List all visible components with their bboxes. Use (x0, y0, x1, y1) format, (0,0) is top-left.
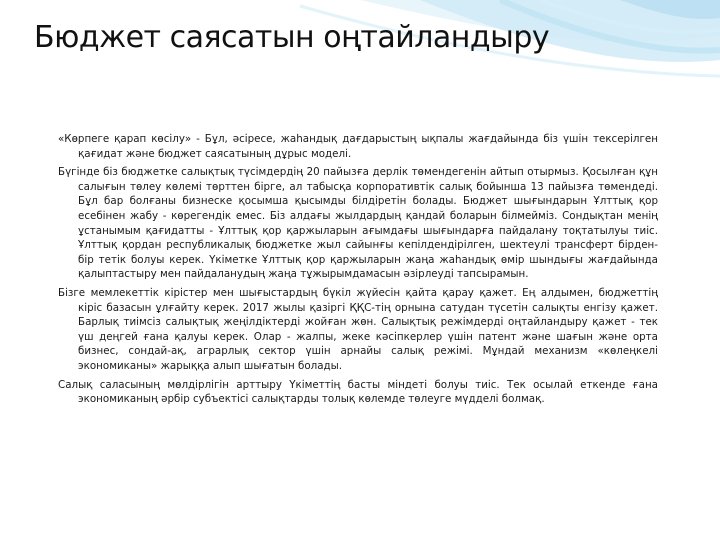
slide-body (58, 132, 658, 411)
paragraph-2: Бүгінде біз бюджетке салықтық түсімдердің 20 пайызға дерлік төмендегенін айтып отырмыз. Қосылған құн салығын төлеу көлемі төрттен бірге, ал табысқа корпоративтік салық бойынша 13 пайызға төмендеді. Бұл бар болғаны бизнеске қосымша қысымды білдіретін болады. Бюджет шығындарын Ұлттық қор есебінен жабу - көрегендік емес. Біз алдағы жылдардың қандай боларын білмейміз. Сондықтан менің ұстанымым қағидатты - Ұлттық қор қаржыларын ағымдағы шығындарға пайдалану тоқтатылуы тиіс. Ұлттық қордан республикалық бюджетке жыл сайынғы кепілдендірілген, шектеулі трансферт бірден-бір тетік болуы керек. Үкіметке Ұлттық қор қаржыларын жаңа жаһандық өмір шындығы жағдайында қалыптастыру мен пайдаланудың жаңа тұжырымдамасын әзірлеуді тапсырамын. (58, 166, 658, 281)
slide-title: Бюджет саясатын оңтайландыру (34, 20, 550, 55)
paragraph-3: Бізге мемлекеттік кірістер мен шығыстардың бүкіл жүйесін қайта қарау қажет. Ең алдымен, бюджеттің кіріс базасын ұлғайту керек. 2017 жылы қазіргі ҚҚС-тің орнына сатудан түсетін салықты енгізу қажет. Барлық тиімсіз салықтық жеңілдіктерді жойған жөн. Салықтық режімдерді оңтайландыру қажет - тек үш деңгей ғана қалуы керек. Олар - жалпы, жеке кәсіпкерлер үшін патент және шағын және орта бизнес, сондай-ақ, аграрлық сектор үшін арнайы салық режімі. Мұндай механизм «көлеңкелі экономиканы» жарыққа алып шығатын болады. (58, 286, 658, 372)
paragraph-1: «Көрпеге қарап көсілу» - Бұл, әсіресе, жаһандық дағдарыстың ықпалы жағдайында біз үшін тексерілген қағидат және бюджет саясатының дұрыс моделі. (58, 133, 658, 160)
paragraph-4: Салық саласының мөлдірлігін арттыру Үкіметтің басты міндеті болуы тиіс. Тек осылай еткенде ғана экономиканың әрбір субъектісі салықтарды толық көлемде төлеуге мүдделі болмақ. (58, 378, 658, 406)
